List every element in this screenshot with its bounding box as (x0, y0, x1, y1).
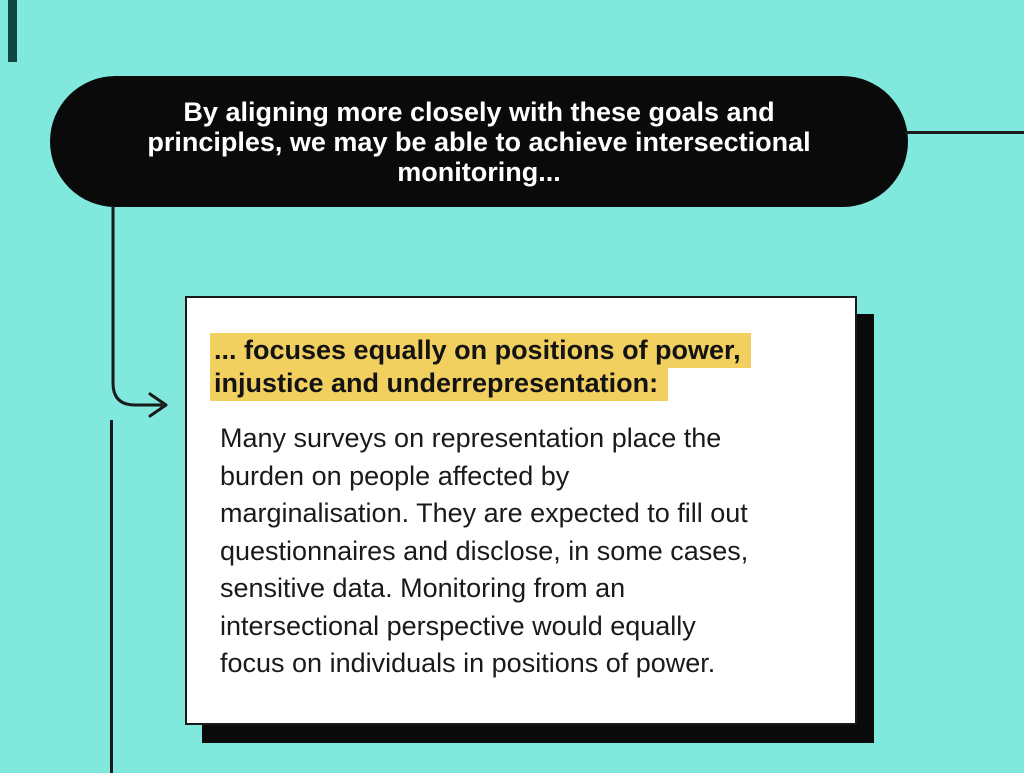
info-card (185, 296, 857, 725)
body-text-line: sensitive data. Monitoring from an (220, 573, 626, 603)
body-text-line: marginalisation. They are expected to fill out (220, 498, 748, 528)
elbow-arrow-connector (95, 206, 185, 431)
highlighted-heading-line: ... focuses equally on positions of power, (210, 333, 751, 368)
connector-line-right (905, 131, 1024, 134)
body-text-line: intersectional perspective would equally (220, 610, 696, 641)
speech-bubble (50, 76, 908, 207)
bubble-text-line: principles, we may be able to achieve intersectional (147, 126, 811, 157)
card-body-text (220, 420, 748, 683)
body-text-line: Many surveys on representation place the (220, 423, 722, 453)
connector-path (113, 206, 161, 405)
body-text-line: questionnaires and disclose, in some cases, (220, 535, 749, 566)
top-left-accent-bar (8, 0, 17, 62)
bubble-text-line: monitoring... (397, 156, 561, 187)
card-heading (210, 334, 751, 400)
body-text-line: focus on individuals in positions of power. (220, 648, 716, 678)
bubble-text-line: By aligning more closely with these goals and (183, 96, 775, 127)
connector-line-bottom (110, 420, 113, 773)
body-text-line: burden on people affected by (220, 460, 570, 491)
highlighted-heading-line: injustice and underrepresentation: (210, 366, 668, 401)
